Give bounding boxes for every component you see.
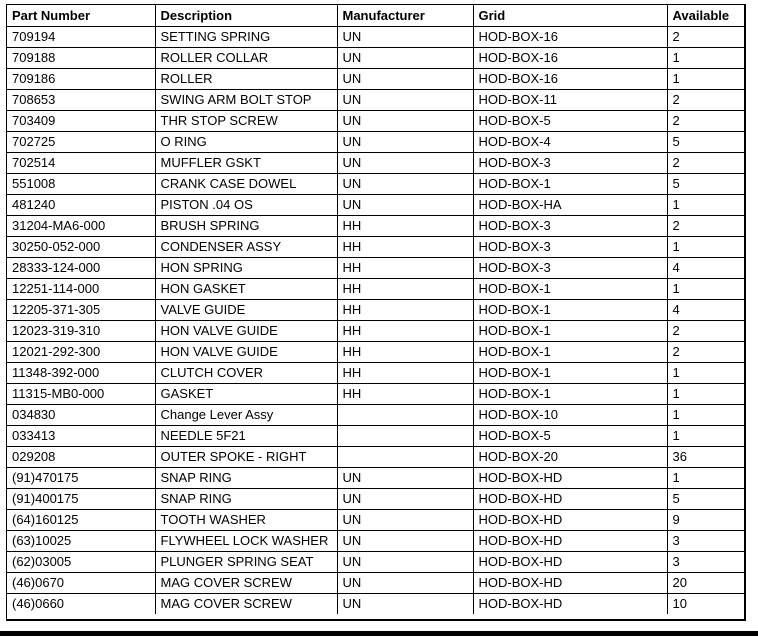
manufacturer-cell: HH bbox=[337, 342, 473, 363]
description-cell: VALVE GUIDE bbox=[155, 300, 337, 321]
available-cell: 5 bbox=[667, 174, 744, 195]
part-number-cell: 033413 bbox=[7, 426, 155, 447]
manufacturer-cell: UN bbox=[337, 510, 473, 531]
table-row bbox=[7, 300, 744, 321]
header-manufacturer: Manufacturer bbox=[337, 5, 473, 27]
part-number-cell: 30250-052-000 bbox=[7, 237, 155, 258]
description-cell: PISTON .04 OS bbox=[155, 195, 337, 216]
available-cell: 1 bbox=[667, 468, 744, 489]
part-number-cell: 31204-MA6-000 bbox=[7, 216, 155, 237]
grid-cell: HOD-BOX-HD bbox=[473, 573, 667, 594]
available-cell: 1 bbox=[667, 48, 744, 69]
available-cell: 2 bbox=[667, 153, 744, 174]
part-number-cell: 12251-114-000 bbox=[7, 279, 155, 300]
grid-cell: HOD-BOX-HA bbox=[473, 195, 667, 216]
table-row bbox=[7, 321, 744, 342]
available-cell: 4 bbox=[667, 300, 744, 321]
grid-cell: HOD-BOX-HD bbox=[473, 531, 667, 552]
grid-cell: HOD-BOX-10 bbox=[473, 405, 667, 426]
description-cell: OUTER SPOKE - RIGHT bbox=[155, 447, 337, 468]
grid-cell: HOD-BOX-20 bbox=[473, 447, 667, 468]
available-cell: 1 bbox=[667, 426, 744, 447]
description-cell: SNAP RING bbox=[155, 468, 337, 489]
available-cell: 1 bbox=[667, 195, 744, 216]
part-number-cell: 12023-319-310 bbox=[7, 321, 155, 342]
manufacturer-cell: UN bbox=[337, 48, 473, 69]
available-cell: 3 bbox=[667, 552, 744, 573]
manufacturer-cell: HH bbox=[337, 258, 473, 279]
manufacturer-cell: UN bbox=[337, 531, 473, 552]
table-row bbox=[7, 405, 744, 426]
part-number-cell: 709194 bbox=[7, 27, 155, 48]
manufacturer-cell: HH bbox=[337, 237, 473, 258]
available-cell: 2 bbox=[667, 342, 744, 363]
grid-cell: HOD-BOX-HD bbox=[473, 594, 667, 615]
table-row bbox=[7, 153, 744, 174]
available-cell: 4 bbox=[667, 258, 744, 279]
grid-cell: HOD-BOX-1 bbox=[473, 321, 667, 342]
part-number-cell: (62)03005 bbox=[7, 552, 155, 573]
manufacturer-cell: HH bbox=[337, 384, 473, 405]
manufacturer-cell: HH bbox=[337, 300, 473, 321]
part-number-cell: 703409 bbox=[7, 111, 155, 132]
parts-table bbox=[7, 5, 744, 614]
parts-table-frame bbox=[6, 4, 746, 621]
manufacturer-cell: UN bbox=[337, 489, 473, 510]
table-row bbox=[7, 384, 744, 405]
part-number-cell: (91)470175 bbox=[7, 468, 155, 489]
grid-cell: HOD-BOX-1 bbox=[473, 384, 667, 405]
table-row bbox=[7, 552, 744, 573]
manufacturer-cell: UN bbox=[337, 27, 473, 48]
part-number-cell: 702725 bbox=[7, 132, 155, 153]
part-number-cell: 481240 bbox=[7, 195, 155, 216]
available-cell: 1 bbox=[667, 279, 744, 300]
table-row bbox=[7, 132, 744, 153]
manufacturer-cell bbox=[337, 426, 473, 447]
available-cell: 1 bbox=[667, 237, 744, 258]
available-cell: 10 bbox=[672, 596, 687, 611]
manufacturer-cell: UN bbox=[337, 69, 473, 90]
available-cell: 1 bbox=[667, 405, 744, 426]
part-number-cell: 11315-MB0-000 bbox=[7, 384, 155, 405]
part-number-cell: 551008 bbox=[7, 174, 155, 195]
table-row bbox=[7, 594, 744, 615]
grid-cell: HOD-BOX-1 bbox=[473, 174, 667, 195]
grid-cell: HOD-BOX-3 bbox=[473, 216, 667, 237]
table-row bbox=[7, 447, 744, 468]
manufacturer-cell: UN bbox=[337, 90, 473, 111]
part-number-cell: (63)10025 bbox=[7, 531, 155, 552]
table-row bbox=[7, 489, 744, 510]
part-number-cell: (46)0660 bbox=[7, 594, 155, 615]
grid-cell: HOD-BOX-HD bbox=[473, 552, 667, 573]
table-row bbox=[7, 258, 744, 279]
description-cell: CONDENSER ASSY bbox=[155, 237, 337, 258]
header-available: Available bbox=[667, 5, 744, 27]
grid-cell: HOD-BOX-HD bbox=[473, 468, 667, 489]
grid-cell: HOD-BOX-11 bbox=[473, 90, 667, 111]
description-cell: PLUNGER SPRING SEAT bbox=[155, 552, 337, 573]
table-row bbox=[7, 216, 744, 237]
manufacturer-cell: UN bbox=[337, 552, 473, 573]
part-number-cell: 12021-292-300 bbox=[7, 342, 155, 363]
part-number-cell: (46)0670 bbox=[7, 573, 155, 594]
table-row bbox=[7, 27, 744, 48]
manufacturer-cell bbox=[337, 405, 473, 426]
manufacturer-cell: HH bbox=[337, 279, 473, 300]
manufacturer-cell: UN bbox=[337, 111, 473, 132]
description-cell: NEEDLE 5F21 bbox=[155, 426, 337, 447]
description-cell: O RING bbox=[155, 132, 337, 153]
part-number-cell: (91)400175 bbox=[7, 489, 155, 510]
table-row bbox=[7, 573, 744, 594]
available-cell: 2 bbox=[667, 216, 744, 237]
description-cell: GASKET bbox=[155, 384, 337, 405]
description-cell: BRUSH SPRING bbox=[155, 216, 337, 237]
available-cell: 3 bbox=[667, 531, 744, 552]
manufacturer-cell: HH bbox=[337, 363, 473, 384]
part-number-cell: 12205-371-305 bbox=[7, 300, 155, 321]
part-number-cell: 702514 bbox=[7, 153, 155, 174]
description-cell: CRANK CASE DOWEL bbox=[155, 174, 337, 195]
grid-cell: HOD-BOX-5 bbox=[473, 426, 667, 447]
header-part-number: Part Number bbox=[7, 5, 155, 27]
grid-cell: HOD-BOX-3 bbox=[473, 258, 667, 279]
grid-cell: HOD-BOX-16 bbox=[473, 69, 667, 90]
description-cell: FLYWHEEL LOCK WASHER bbox=[155, 531, 337, 552]
grid-cell: HOD-BOX-1 bbox=[473, 342, 667, 363]
available-cell: 36 bbox=[667, 447, 744, 468]
description-cell: Change Lever Assy bbox=[155, 405, 337, 426]
available-cell: 20 bbox=[667, 573, 744, 594]
available-cell: 5 bbox=[667, 489, 744, 510]
manufacturer-cell: UN bbox=[337, 468, 473, 489]
grid-cell: HOD-BOX-16 bbox=[473, 27, 667, 48]
description-cell: ROLLER bbox=[155, 69, 337, 90]
description-cell: HON VALVE GUIDE bbox=[155, 342, 337, 363]
description-cell: MAG COVER SCREW bbox=[155, 573, 337, 594]
available-cell: 9 bbox=[667, 510, 744, 531]
manufacturer-cell bbox=[337, 447, 473, 468]
table-row bbox=[7, 111, 744, 132]
header-grid: Grid bbox=[473, 5, 667, 27]
part-number-cell: 034830 bbox=[7, 405, 155, 426]
table-row bbox=[7, 90, 744, 111]
grid-cell: HOD-BOX-HD bbox=[473, 489, 667, 510]
available-cell: 2 bbox=[667, 27, 744, 48]
manufacturer-cell: UN bbox=[337, 573, 473, 594]
parts-table-body bbox=[7, 27, 744, 615]
grid-cell: HOD-BOX-3 bbox=[473, 237, 667, 258]
description-cell: THR STOP SCREW bbox=[155, 111, 337, 132]
table-row bbox=[7, 363, 744, 384]
grid-cell: HOD-BOX-16 bbox=[473, 48, 667, 69]
table-row bbox=[7, 510, 744, 531]
available-cell: 1 bbox=[667, 384, 744, 405]
grid-cell: HOD-BOX-4 bbox=[473, 132, 667, 153]
table-row bbox=[7, 237, 744, 258]
available-cell: 2 bbox=[667, 111, 744, 132]
table-row bbox=[7, 531, 744, 552]
part-number-cell: 11348-392-000 bbox=[7, 363, 155, 384]
table-row bbox=[7, 69, 744, 90]
table-row bbox=[7, 279, 744, 300]
manufacturer-cell: UN bbox=[337, 195, 473, 216]
description-cell: HON VALVE GUIDE bbox=[155, 321, 337, 342]
description-cell: MAG COVER SCREW bbox=[155, 594, 337, 615]
grid-cell: HOD-BOX-1 bbox=[473, 300, 667, 321]
part-number-cell: 709188 bbox=[7, 48, 155, 69]
grid-cell: HOD-BOX-5 bbox=[473, 111, 667, 132]
page-bottom-rule bbox=[0, 631, 758, 636]
description-cell: HON GASKET bbox=[155, 279, 337, 300]
part-number-cell: 709186 bbox=[7, 69, 155, 90]
description-cell: HON SPRING bbox=[155, 258, 337, 279]
description-cell: SNAP RING bbox=[155, 489, 337, 510]
table-row bbox=[7, 426, 744, 447]
grid-cell: HOD-BOX-3 bbox=[473, 153, 667, 174]
table-header-row bbox=[7, 5, 744, 27]
part-number-cell: 28333-124-000 bbox=[7, 258, 155, 279]
part-number-cell: 708653 bbox=[7, 90, 155, 111]
manufacturer-cell: HH bbox=[337, 321, 473, 342]
available-cell: 5 bbox=[667, 132, 744, 153]
grid-cell: HOD-BOX-1 bbox=[473, 363, 667, 384]
header-description: Description bbox=[155, 5, 337, 27]
table-row bbox=[7, 342, 744, 363]
table-row bbox=[7, 195, 744, 216]
part-number-cell: 029208 bbox=[7, 447, 155, 468]
grid-cell: HOD-BOX-1 bbox=[473, 279, 667, 300]
manufacturer-cell: UN bbox=[337, 174, 473, 195]
manufacturer-cell: UN bbox=[337, 594, 473, 615]
part-number-cell: (64)160125 bbox=[7, 510, 155, 531]
grid-cell: HOD-BOX-HD bbox=[473, 510, 667, 531]
description-cell: CLUTCH COVER bbox=[155, 363, 337, 384]
manufacturer-cell: HH bbox=[337, 216, 473, 237]
table-row bbox=[7, 468, 744, 489]
table-row bbox=[7, 48, 744, 69]
table-row bbox=[7, 174, 744, 195]
description-cell: ROLLER COLLAR bbox=[155, 48, 337, 69]
manufacturer-cell: UN bbox=[337, 153, 473, 174]
available-cell: 2 bbox=[667, 321, 744, 342]
available-cell: 1 bbox=[667, 363, 744, 384]
available-cell: 2 bbox=[667, 90, 744, 111]
description-cell: TOOTH WASHER bbox=[155, 510, 337, 531]
available-cell: 1 bbox=[667, 69, 744, 90]
manufacturer-cell: UN bbox=[337, 132, 473, 153]
description-cell: MUFFLER GSKT bbox=[155, 153, 337, 174]
description-cell: SETTING SPRING bbox=[155, 27, 337, 48]
description-cell: SWING ARM BOLT STOP bbox=[155, 90, 337, 111]
